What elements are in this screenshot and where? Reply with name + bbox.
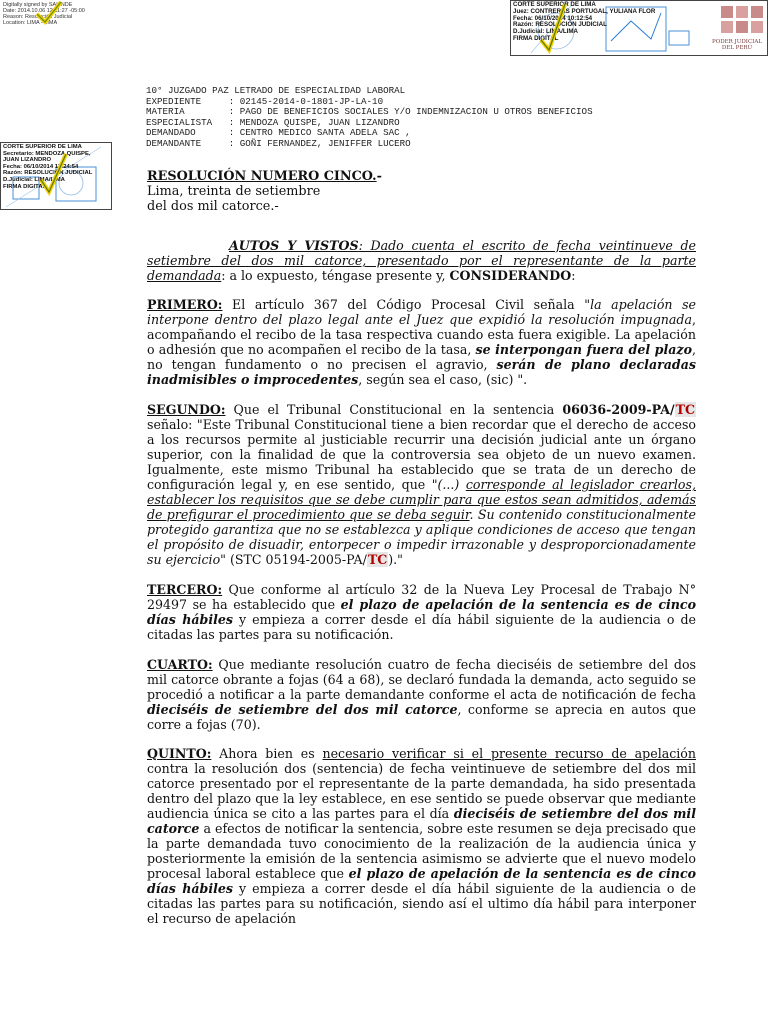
cuarto-emphasis: dieciséis de setiembre del dos mil catorce: [147, 702, 458, 717]
sentence-number: 06036-2009-PA/: [562, 402, 675, 417]
stamp-line: Fecha: 06/10/2014 10:12:54: [513, 14, 593, 22]
header-label: MATERIA: [146, 106, 229, 118]
resolution-title: RESOLUCIÓN NUMERO CINCO.: [147, 169, 377, 184]
stamp-checkmark-icon: [535, 0, 569, 60]
stamp-line: JUAN LIZANDRO: [3, 157, 52, 164]
primero-text: , según sea el caso, (sic) ".: [358, 372, 528, 387]
autos-end: :: [571, 268, 576, 283]
segundo-text: ).": [388, 552, 403, 567]
segundo-quote: . Su contenido constitucionalmente protegido garantiza que no se establezca y aplique condiciones de acceso que tengan el propósito de disuadir, entorpecer o impedir irrazonable y desproporcionadamente su ejercicio": [147, 507, 696, 567]
stamp-line: D.Judicial: LIMA/LIMA: [513, 28, 578, 36]
court-name: 10° JUZGADO PAZ LETRADO DE ESPECIALIDAD LABORAL: [146, 85, 406, 96]
header-value: : MENDOZA QUISPE, JUAN LIZANDRO: [228, 116, 400, 128]
stamp-line: CORTE SUPERIOR DE LIMA: [3, 144, 82, 150]
tc-highlight: TC: [367, 552, 388, 567]
primero-emphasis: serán de plano declaradas inadmisibles o improcedentes: [147, 357, 696, 387]
stamp-line: Razón: RESOLUCIÓN JUDICIAL: [513, 21, 607, 29]
primero-text: , no tengan fundamento o no precisen el agravio,: [147, 342, 696, 372]
autos-lead: AUTOS Y VISTOS: [229, 238, 359, 253]
header-value: : GOÑI FERNANDEZ, JENIFFER LUCERO: [228, 137, 411, 149]
header-label: DEMANDADO: [146, 127, 229, 139]
signature-line: Date: 2014.10.06 12:11:27 -05:00: [3, 8, 85, 14]
tercero-label: TERCERO:: [147, 582, 223, 597]
quinto-text: a efectos de notificar la sentencia, sobre este resumen se deja precisado que la parte demandada tuvo conocimiento de la realización de la audiencia única y posteriormente la emisión de la sentencia asimismo se advierte que el nuevo modelo procesal laboral establece que: [147, 821, 696, 881]
stamp-line: Razón: RESOLUCIÓN JUDICIAL: [3, 170, 93, 177]
autos-text: : Dado cuenta el escrito de fecha veintinueve de setiembre del dos mil catorce, presentado por el representante de la parte demandada: [147, 238, 696, 283]
tercero-text: y empieza a correr desde el día hábil siguiente de la audiencia o de citadas las partes para su notificación.: [147, 612, 696, 642]
segundo-paragraph: [147, 402, 696, 567]
header-row-demandante: [146, 139, 593, 150]
segundo-quote: "(...): [431, 477, 466, 492]
header-value: : PAGO DE BENEFICIOS SOCIALES Y/O INDEMNIZACION U OTROS BENEFICIOS: [228, 106, 593, 118]
segundo-quote-underlined: corresponde al legislador crearlos, establecer los requisitos que se debe cumplir para que estos sean admitidos, además de prefigurar el procedimiento que se deba seguir: [147, 477, 696, 522]
case-header: [146, 86, 593, 150]
quinto-text: contra la resolución dos (sentencia) de fecha veintinueve de setiembre del dos mil catorce presentado por el representante de la parte demandada, ha sido presentada dentro del plazo que la ley establece, en ese sentido se puede observar que mediante audiencia única se cito a las partes para el día: [147, 761, 696, 821]
signature-line: Digitally signed by SALINDE: [3, 2, 73, 8]
quinto-text: y empieza a correr desde el día hábil siguiente de la audiencia o de citadas las partes para su notificación, siendo así el ultimo día hábil para interponer el recurso de apelación: [147, 881, 696, 926]
cuarto-text: Que mediante resolución cuatro de fecha dieciséis de setiembre del dos mil catorce obrante a fojas (64 a 68), se declaró fundada la demanda, acto seguido se procedió a notificar a la parte demandante conforme el acta de notificación de fecha: [147, 657, 696, 702]
stamp-line: Secretario: MENDOZA QUISPE,: [3, 150, 91, 157]
header-label: EXPEDIENTE: [146, 95, 229, 107]
segundo-text: (STC 05194-2005-PA/: [225, 552, 367, 567]
quinto-emphasis: el plazo de apelación de la sentencia es de cinco días hábiles: [147, 866, 697, 896]
primero-text: El artículo 367 del Código Procesal Civil señala ": [222, 297, 591, 312]
stamp-line: FIRMA DIGITAL: [513, 34, 559, 42]
segundo-text: Que el Tribunal Constitucional en la sentencia: [225, 402, 563, 417]
primero-paragraph: [147, 297, 696, 387]
signature-line: Reason: Resolución Judicial: [3, 14, 73, 20]
primero-label: PRIMERO:: [147, 297, 223, 312]
signature-checkmark-icon: [34, 0, 64, 26]
header-value: : CENTRO MEDICO SANTA ADELA SAC ,: [228, 127, 411, 139]
autos-rest: : a lo expuesto, téngase presente y,: [221, 268, 450, 283]
tercero-paragraph: [147, 582, 696, 642]
quinto-text: Ahora bien es: [211, 746, 323, 761]
quinto-underlined: necesario verificar si el presente recurso de apelación: [322, 746, 696, 761]
tercero-emphasis: el plazo de apelación de la sentencia es de cinco días hábiles: [147, 597, 696, 627]
stamp-line: Fecha: 06/10/2014 13:24:54: [3, 163, 79, 170]
stamp-line: CORTE SUPERIOR DE LIMA: [513, 1, 596, 8]
stamp-checkmark-icon: [36, 150, 70, 202]
segundo-label: SEGUNDO:: [147, 402, 226, 417]
cuarto-text: , conforme se aprecia en autos que corre a fojas (70).: [147, 702, 697, 732]
considerando-label: CONSIDERANDO: [449, 268, 572, 283]
resolution-heading: [147, 169, 382, 214]
segundo-text: señalo: "Este Tribunal Constitucional tiene a bien recordar que el derecho de acceso a los recursos permite al justiciable recurrir una decisión judicial ante un órgano superior, con la finalidad de que la controversia sea objeto de un nuevo examen. Igualmente, este mismo Tribunal ha establecido que se trata de un derecho de configuración legal y, en ese sentido, que: [147, 417, 696, 492]
quinto-emphasis: dieciséis de setiembre del dos mil catorce: [147, 806, 696, 836]
poder-judicial-logo-icon: [719, 4, 765, 38]
header-label: DEMANDANTE: [146, 137, 229, 149]
autos-y-vistos-paragraph: [147, 238, 696, 283]
quinto-label: QUINTO:: [147, 746, 212, 761]
resolution-date-line: Lima, treinta de setiembre: [147, 184, 321, 199]
stamp-line: Juez: CONTRERAS PORTUGAL, YULIANA FLOR: [513, 7, 656, 15]
stamp-line: FIRMA DIGITAL: [3, 183, 47, 190]
header-label: ESPECIALISTA: [146, 116, 229, 128]
quinto-paragraph: [147, 746, 696, 926]
primero-text: , acompañando el recibo de la tasa respectiva cuando esta fuera exigible. La apelación o adhesión que no acompañen el recibo de la tasa,: [147, 312, 696, 357]
poder-judicial-logo-text: PODER JUDICIAL DEL PERÚ: [712, 39, 762, 51]
resolution-title-suffix: -: [376, 169, 382, 184]
primero-quote: la apelación se interpone dentro del plazo legal ante el Juez que expidió la resolución impugnada: [147, 297, 696, 327]
resolution-date-line: del dos mil catorce.-: [147, 199, 279, 214]
cuarto-paragraph: [147, 657, 696, 732]
stamp-line: D.Judicial: LIMA/LIMA: [3, 176, 65, 183]
tercero-text: Que conforme al artículo 32 de la Nueva Ley Procesal de Trabajo N° 29497 se ha establecido que: [147, 582, 696, 612]
cuarto-label: CUARTO:: [147, 657, 213, 672]
header-value: : 02145-2014-0-1801-JP-LA-10: [228, 95, 384, 107]
signature-line: Location: LIMA - LIMA: [3, 20, 58, 26]
tc-highlight: TC: [675, 402, 695, 417]
primero-emphasis: se interpongan fuera del plazo: [475, 342, 692, 357]
